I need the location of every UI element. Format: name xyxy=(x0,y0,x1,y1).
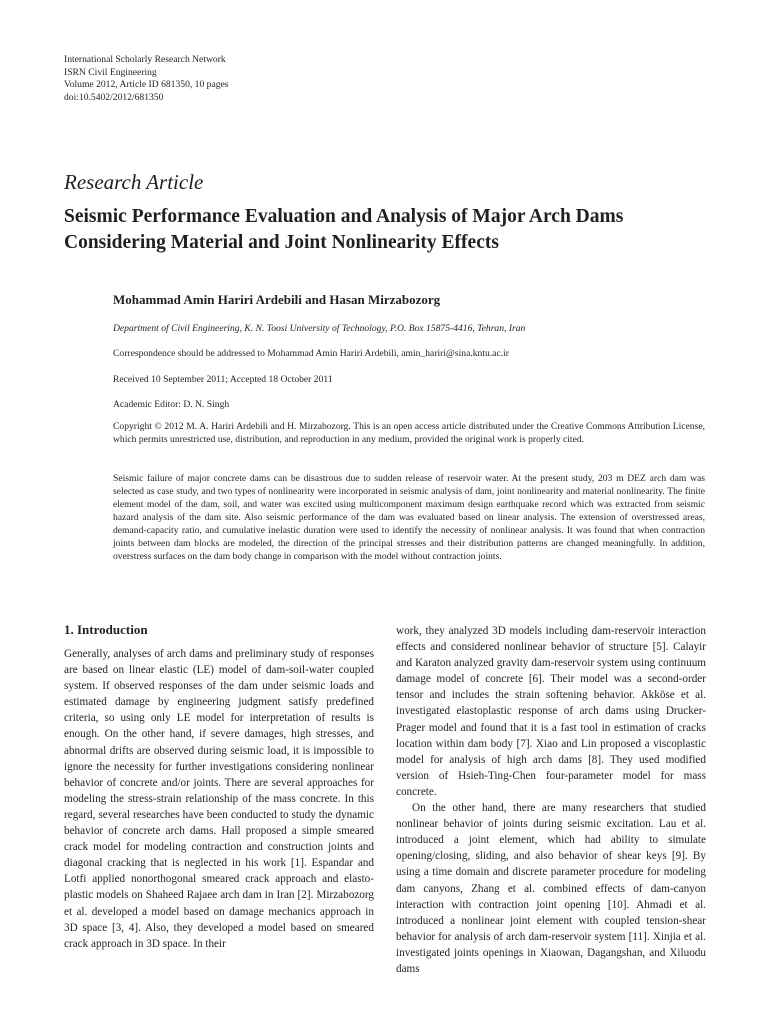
copyright-notice: Copyright © 2012 M. A. Hariri Ardebili and H. Mirzabozorg. This is an open access article distributed under the Creative Commons Attribution License, which permits unrestricted use, distribution, and reproduction in any medium, provided the original work is properly cited. xyxy=(113,421,705,445)
body-column-right xyxy=(396,623,706,977)
received-dates: Received 10 September 2011; Accepted 18 October 2011 xyxy=(113,374,333,385)
journal-volume: Volume 2012, Article ID 681350, 10 pages xyxy=(64,79,229,91)
body-column-left xyxy=(64,622,374,952)
author-affiliation: Department of Civil Engineering, K. N. Toosi University of Technology, P.O. Box 15875-4416, Tehran, Iran xyxy=(113,323,526,334)
abstract: Seismic failure of major concrete dams can be disastrous due to sudden release of reservoir water. At the present study, 203 m DEZ arch dam was selected as case study, and two types of nonlinearity were incorporated in seismic analysis of dam, joint nonlinearity and material nonlinearity. The finite element model of the dam, soil, and water was excited using multicomponent maximum design earthquake record which was extracted from seismic hazard analysis of the dam site. Also seismic performance of the dam was evaluated based on linear analysis. The extension of overstressed areas, demand-capacity ratio, and cumulative inelastic duration were used to identify the necessity of nonlinear analysis. It was found that when contraction joints between dam blocks are modeled, the direction of the principal stresses and their distribution patterns are changed meaningfully. In addition, overstress surfaces on the dam body change in comparison with the model without contraction joints. xyxy=(113,473,705,562)
journal-name: ISRN Civil Engineering xyxy=(64,66,157,78)
body-paragraph: Generally, analyses of arch dams and preliminary study of responses are based on linear elastic (LE) model of dam-soil-water coupled system. If observed responses of the dam under seismic loads and estimated damage by engineering judgment satisfy predefined criteria, so using only LE model for interpretation of results is enough. On the other hand, if severe damages, high stresses, and abnormal drifts are observed during seismic load, it is impossible to ignore the necessity for further investigations considering nonlinear behavior of concrete and/or joints. There are several approaches for modeling the stress-strain relationship of the mass concrete. In this regard, several researches have been conducted to study the dynamic behavior of concrete arch dams. Hall proposed a simple smeared crack model for modeling contraction and construction joints and diagonal cracking that is neglected in his work [1]. Espandar and Lotfi applied nonorthogonal smeared crack approach and elasto-plastic models on Shaheed Rajaee arch dam in Iran [2]. Mirzabozorg et al. developed a model based on damage mechanics approach in 3D space [3, 4]. Also, they developed a model based on smeared crack approach in 3D space. In their xyxy=(64,648,374,950)
academic-editor: Academic Editor: D. N. Singh xyxy=(113,399,230,410)
journal-header xyxy=(64,54,229,104)
article-title: Seismic Performance Evaluation and Analysis of Major Arch Dams Considering Material and Joint Nonlinearity Effects xyxy=(64,206,624,253)
body-paragraph: On the other hand, there are many researchers that studied nonlinear behavior of joints during seismic excitation. Lau et al. introduced a joint element, which had ability to simulate opening/closing, sliding, and also behavior of shear keys [9]. By using a time domain and discrete parameter procedure for modeling dam canyons, Zhang et al. combined effects of dam-canyon interaction with contraction joint opening [10]. Ahmadi et al. introduced a nonlinear joint element with coupled tension-shear behavior for analysis of arch dam-reservoir system [11]. Xinjia et al. investigated joints openings in Xiaowan, Dagangshan, and Xiluodu dams xyxy=(396,802,706,975)
correspondence-note: Correspondence should be addressed to Mohammad Amin Hariri Ardebili, amin_hariri@sina.kntu.ac.ir xyxy=(113,348,509,359)
article-type: Research Article xyxy=(64,170,204,194)
journal-doi: doi:10.5402/2012/681350 xyxy=(64,91,164,103)
journal-publisher: International Scholarly Research Network xyxy=(64,54,226,65)
section-heading: 1. Introduction xyxy=(64,622,148,637)
article-authors: Mohammad Amin Hariri Ardebili and Hasan Mirzabozorg xyxy=(113,292,441,307)
body-paragraph: work, they analyzed 3D models including dam-reservoir interaction effects and considered nonlinear behavior of structure [5]. Calayir and Karaton analyzed gravity dam-reservoir system using continuum damage model of concrete [6]. Their model was a second-order tensor and includes the strain softening behavior. Akköse et al. investigated elastoplastic response of arch dams using Drucker-Prager model and found that it is a fast tool in estimation of cracks location within dam body [7]. Xiao and Lin proposed a viscoplastic model for analysis of high arch dams [8]. They used modified version of Hsieh-Ting-Chen four-parameter model for mass concrete. xyxy=(396,625,706,798)
